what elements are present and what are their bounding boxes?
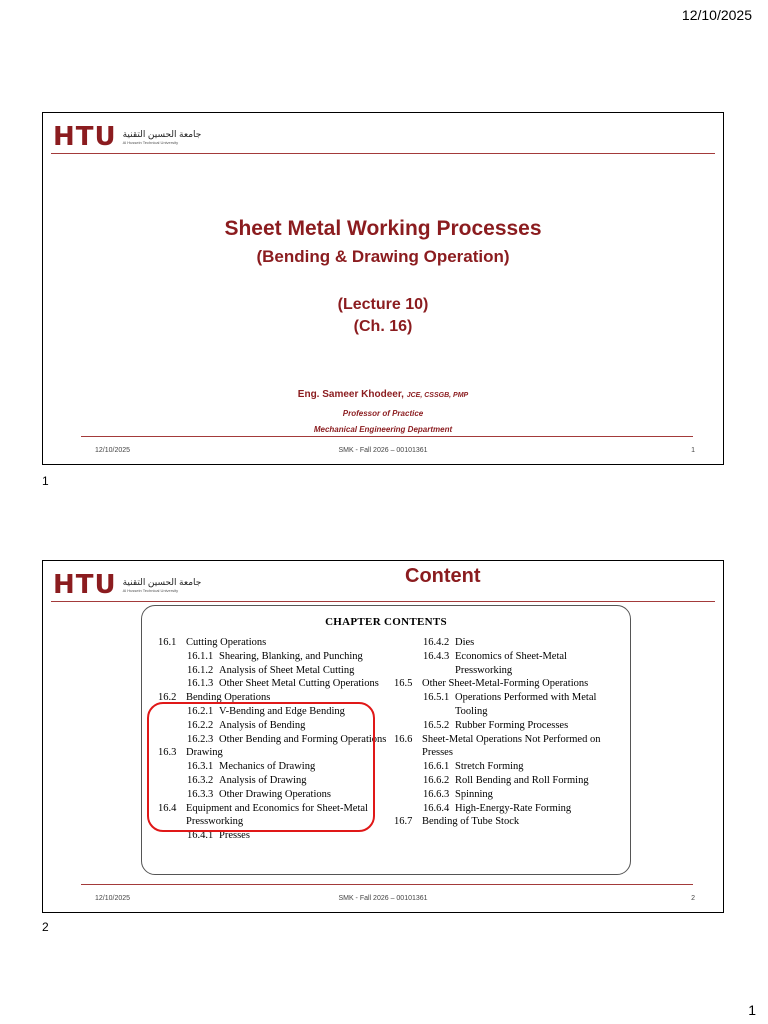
toc-entry-number: 16.2.3 xyxy=(187,733,214,745)
toc-entry-number: 16.4.1 xyxy=(187,830,214,842)
toc-entry-number: 16.4.2 xyxy=(423,637,450,648)
toc-entry xyxy=(158,636,388,650)
toc-entry-title: Operations Performed with Metal Tooling xyxy=(455,692,597,717)
slide-label-2: 2 xyxy=(42,920,49,934)
toc-entry xyxy=(394,774,626,788)
toc-entry-title: Drawing xyxy=(186,747,223,759)
slide-2 xyxy=(42,560,724,913)
logo-english: Al Hussein Technical University xyxy=(122,139,179,145)
footer-course: SMK - Fall 2026 – 00101361 xyxy=(338,895,428,902)
toc-entry-title: Bending Operations xyxy=(186,692,271,704)
toc-entry xyxy=(158,650,388,664)
toc-entry-title: Stretch Forming xyxy=(455,761,524,773)
toc-entry-number: 16.7 xyxy=(394,816,413,828)
htu-logo xyxy=(53,121,201,153)
toc-entry-number: 16.1.2 xyxy=(187,664,214,676)
chapter-label: (Ch. 16) xyxy=(353,318,413,335)
toc-entry-number: 16.2.2 xyxy=(187,719,214,731)
toc-entry-title: High-Energy-Rate Forming xyxy=(455,802,572,814)
toc-entry-number: 16.4 xyxy=(158,802,177,814)
toc-entry-number: 16.6.1 xyxy=(423,761,450,773)
slide-title: Content xyxy=(405,565,481,587)
toc-entry-title: Other Bending and Forming Operations xyxy=(219,733,387,745)
toc-entry-number: 16.2 xyxy=(158,692,177,704)
htu-logo xyxy=(53,569,201,601)
toc-entry-number: 16.6.4 xyxy=(423,802,450,814)
toc-entry xyxy=(394,815,626,829)
footer-slide-number: 2 xyxy=(691,895,695,902)
toc-entry-number: 16.1 xyxy=(158,637,177,648)
toc-entry xyxy=(394,802,626,816)
page-number: 1 xyxy=(748,1002,756,1018)
toc-entry xyxy=(394,788,626,802)
toc-entry-title: Equipment and Economics for Sheet-Metal Pressworking xyxy=(186,802,368,828)
toc-entry-number: 16.2.1 xyxy=(187,705,214,717)
slide-subtitle: (Bending & Drawing Operation) xyxy=(256,247,510,266)
toc-entry-number: 16.4.3 xyxy=(423,650,450,662)
toc-entry-number: 16.3.2 xyxy=(187,774,214,786)
toc-entry-title: Analysis of Sheet Metal Cutting xyxy=(219,664,355,676)
toc-entry xyxy=(394,677,626,691)
toc-entry-number: 16.3.1 xyxy=(187,761,214,773)
logo-letters: HTU xyxy=(53,570,117,600)
logo-arabic: جامعة الحسين التقنية xyxy=(122,128,202,139)
header-divider xyxy=(51,601,715,602)
toc-entry-number: 16.1.3 xyxy=(187,678,214,690)
toc-entry-title: Shearing, Blanking, and Punching xyxy=(219,650,363,662)
author-credentials: JCE, CSSGB, PMP xyxy=(406,392,469,399)
toc-entry xyxy=(394,733,626,761)
footer-course: SMK - Fall 2026 – 00101361 xyxy=(338,447,428,454)
toc-entry-number: 16.5 xyxy=(394,678,413,690)
lecture-label: (Lecture 10) xyxy=(337,296,429,313)
toc-entry-number: 16.5.2 xyxy=(423,719,450,731)
toc-entry xyxy=(394,719,626,733)
toc-entry-title: Economics of Sheet-Metal Pressworking xyxy=(455,650,567,676)
toc-entry-title: Presses xyxy=(219,830,250,842)
highlight-circle xyxy=(147,702,375,832)
toc-entry-number: 16.6 xyxy=(394,733,413,745)
logo-arabic: جامعة الحسين التقنية xyxy=(122,576,202,587)
header-divider xyxy=(51,153,715,154)
toc-entry-number: 16.3 xyxy=(158,747,177,759)
logo-english: Al Hussein Technical University xyxy=(122,587,179,593)
toc-entry-title: Rubber Forming Processes xyxy=(455,719,569,731)
toc-right-column xyxy=(394,636,626,829)
footer-date: 12/10/2025 xyxy=(95,447,131,454)
toc-entry-number: 16.6.2 xyxy=(423,774,450,786)
author-role: Professor of Practice xyxy=(342,409,424,418)
toc-entry-title: Bending of Tube Stock xyxy=(422,816,520,828)
author-name: Eng. Sameer Khodeer, xyxy=(297,389,404,400)
toc-entry-title: Mechanics of Drawing xyxy=(219,761,316,773)
toc-entry-title: Other Sheet Metal Cutting Operations xyxy=(219,678,379,690)
toc-entry-number: 16.5.1 xyxy=(423,692,450,704)
toc-entry-number: 16.3.3 xyxy=(187,788,214,800)
toc-entry-title: Cutting Operations xyxy=(186,637,267,648)
toc-entry-title: Spinning xyxy=(455,788,493,800)
slide-label-1: 1 xyxy=(42,474,49,488)
footer-divider xyxy=(81,436,693,437)
toc-entry xyxy=(394,650,626,678)
toc-entry-title: Sheet-Metal Operations Not Performed on Presses xyxy=(422,733,601,759)
toc-entry xyxy=(394,760,626,774)
toc-entry-title: Analysis of Bending xyxy=(219,719,306,731)
slide-title: Sheet Metal Working Processes xyxy=(224,217,542,240)
toc-entry-title: V-Bending and Edge Bending xyxy=(219,705,345,717)
slide-1 xyxy=(42,112,724,465)
print-date: 12/10/2025 xyxy=(681,7,752,23)
toc-entry-title: Analysis of Drawing xyxy=(219,774,307,786)
toc-entry-title: Other Sheet-Metal-Forming Operations xyxy=(422,678,589,690)
toc-entry xyxy=(394,691,626,719)
chapter-contents-heading: CHAPTER CONTENTS xyxy=(325,616,447,628)
toc-entry-number: 16.6.3 xyxy=(423,788,450,800)
footer-slide-number: 1 xyxy=(691,447,695,454)
author-department: Mechanical Engineering Department xyxy=(313,425,453,434)
toc-entry-title: Other Drawing Operations xyxy=(219,788,331,800)
toc-entry-number: 16.1.1 xyxy=(187,650,214,662)
toc-entry-title: Dies xyxy=(455,637,475,648)
author-line xyxy=(43,389,723,400)
toc-entry xyxy=(394,636,626,650)
footer-divider xyxy=(81,884,693,885)
logo-letters: HTU xyxy=(53,122,117,152)
footer-date: 12/10/2025 xyxy=(95,895,131,902)
toc-entry-title: Roll Bending and Roll Forming xyxy=(455,774,589,786)
toc-entry xyxy=(158,664,388,678)
toc-entry xyxy=(158,677,388,691)
